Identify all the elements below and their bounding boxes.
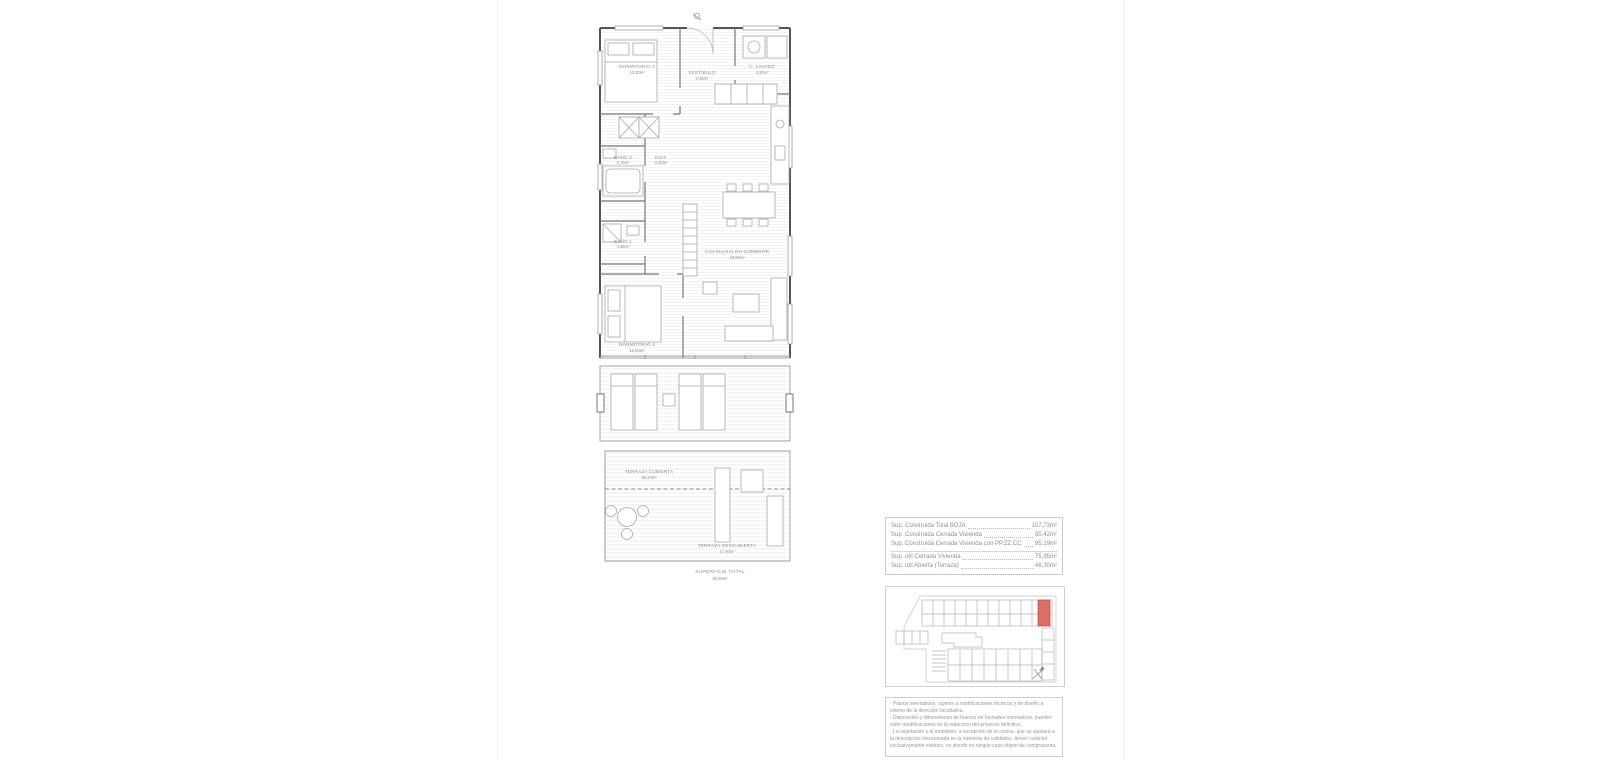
area-value: 85,42m² (1034, 532, 1057, 538)
area-label: Sup. Construida Total BOJA (891, 523, 966, 529)
room-area-dormitorio-1: 12,50m² (629, 348, 645, 353)
room-label-vestibulo: VESTÍBULO (688, 70, 716, 75)
table-row (891, 531, 1057, 540)
area-value: 95,19m² (1034, 541, 1057, 547)
room-area-terraza-descubierta: 17,90m² (719, 549, 735, 554)
room-label-dormitorio-1: DORMITORIO 1 (618, 342, 656, 347)
room-area-bano-2: 3,75m² (616, 160, 630, 165)
room-label-terraza-descubierta: TERRAZA DESCUBIERTA (697, 543, 757, 548)
table-row (891, 540, 1057, 549)
room-area-vestibulo: 3,45m² (695, 76, 709, 81)
disclaimer-box (885, 697, 1063, 757)
dotted-leader (963, 559, 1033, 560)
table-row (891, 522, 1057, 531)
areas-table (885, 517, 1063, 575)
washer-icon (743, 36, 787, 58)
canvas-left-border (497, 0, 498, 760)
disclaimer-line: - Planos orientativos, sujetos a modificaciones técnicas y de diseño a criterio de la dirección facultativa. (890, 701, 1044, 714)
area-value: 75,95m² (1034, 554, 1057, 560)
room-label-lavado: C. LAVADO (749, 64, 775, 69)
room-area-distribuidor: 3,30m² (654, 160, 668, 165)
highlighted-unit (1038, 600, 1050, 626)
table-row (891, 562, 1057, 571)
room-label-bano-1: BAÑO 1 (613, 239, 633, 244)
floor-plan-drawing (575, 6, 815, 591)
superficie-total-value: 46,30m² (712, 576, 728, 581)
site-plan-drawing (886, 587, 1064, 686)
room-label-distribuidor: DIST. (654, 155, 668, 160)
area-label: Sup. Construida Cerrada Vivienda (891, 532, 982, 538)
dotted-leader (968, 528, 1030, 529)
area-label: Sup. Construida Cerrada Vivienda con PP.ZZ.CC (891, 541, 1022, 547)
room-area-cocina-salon: 29,95m² (729, 255, 745, 260)
dining-table (723, 184, 775, 226)
disclaimer-line: - La vegetación y el mobiliario, a excepción de la cocina, que se ajustará a la descripción mencionada en la memoria de calidades, tienen carácter exclusivamente estético, no siendo en ningún caso objeto de compraventa. (890, 729, 1057, 749)
area-label: Sup. útil Abierta (Terraza) (891, 563, 959, 569)
shelving-unit (683, 204, 697, 276)
area-value: 107,73m² (1031, 523, 1057, 529)
dotted-leader (984, 537, 1033, 538)
bed-dormitorio-1 (605, 286, 661, 342)
area-label: Sup. útil Cerrada Vivienda (891, 554, 961, 560)
room-area-lavado: 4,20m² (755, 70, 769, 75)
room-label-bano-2: BAÑO 2 (613, 155, 633, 160)
table-row (891, 553, 1057, 562)
room-area-dormitorio-2: 10,20m² (629, 70, 645, 75)
wardrobe-icon (619, 117, 659, 138)
dotted-leader (961, 568, 1033, 569)
room-area-bano-1: 4,05m² (616, 244, 630, 249)
plan-reference-marker (693, 13, 701, 20)
table-divider (890, 551, 1058, 552)
floor-plan (575, 6, 815, 591)
room-label-cocina-salon: COCINA/SALÓN-COMEDOR (704, 249, 770, 254)
terrace-covered (597, 366, 793, 441)
canvas-right-border (1123, 0, 1124, 760)
room-label-terraza-cubierta: TERRAZA CUBIERTA (624, 469, 674, 474)
area-value: 46,30m² (1034, 563, 1057, 569)
superficie-total-label: SUPERFICIE TOTAL (695, 570, 745, 575)
disclaimer-line: - Disposición y dimensiones de huecos en fachadas orientativos, pueden sufrir modificaciones en la redacción del proyecto definitivo. (890, 715, 1052, 728)
room-area-terraza-cubierta: 28,40m² (641, 475, 657, 480)
room-label-dormitorio-2: DORMITORIO 2 (618, 64, 656, 69)
site-plan-locator (885, 586, 1065, 687)
dotted-leader (1024, 546, 1033, 547)
